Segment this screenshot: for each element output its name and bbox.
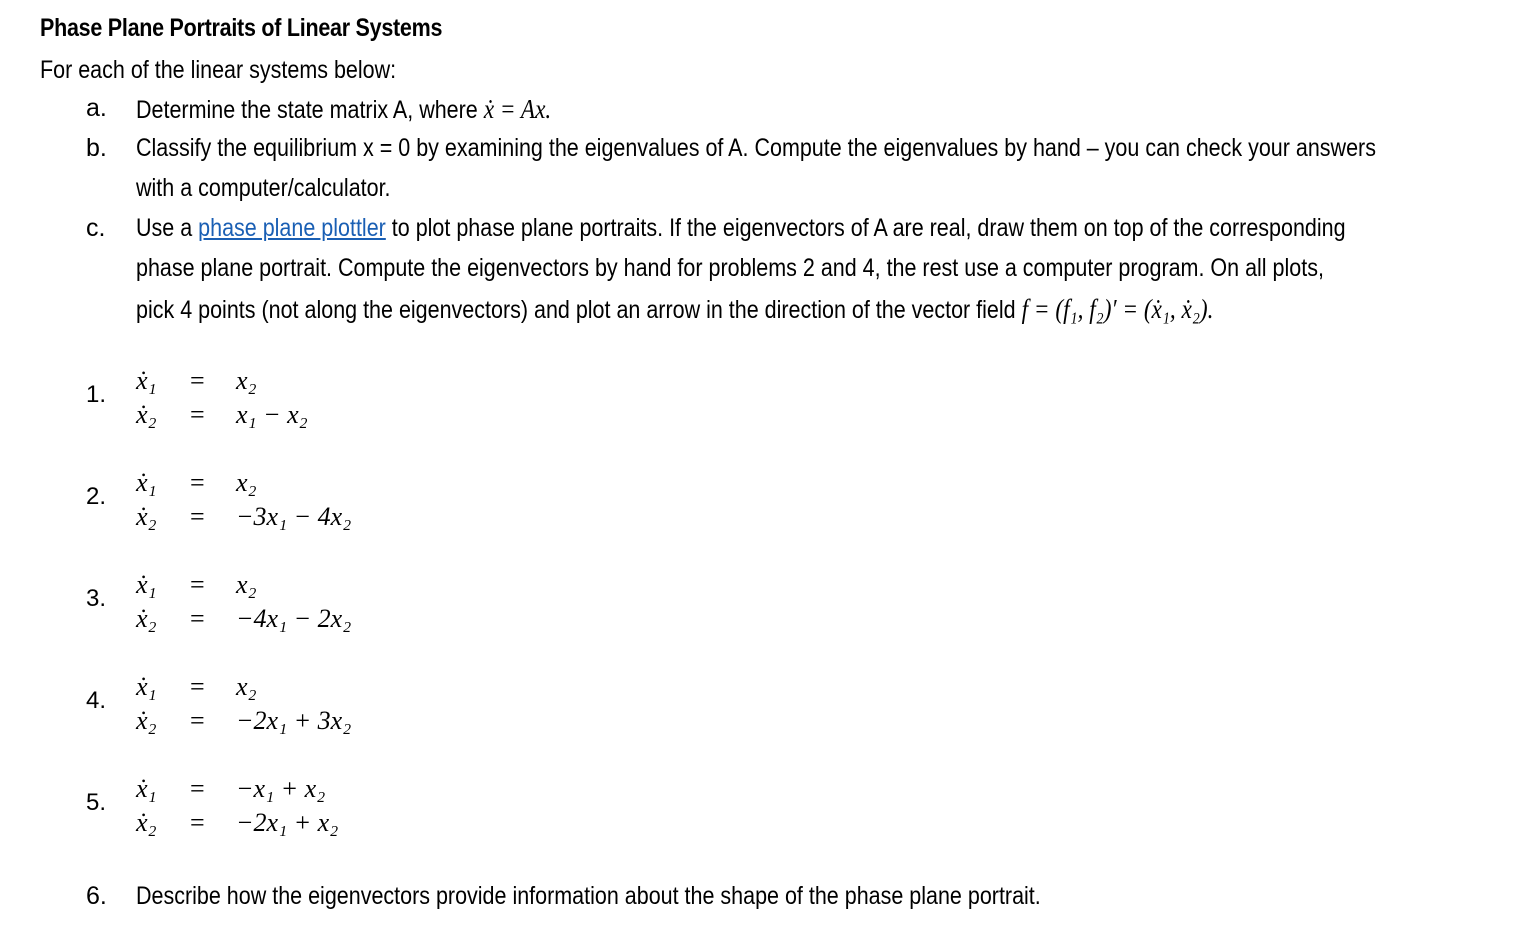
system-1-rhs1: x₂ xyxy=(236,366,257,395)
task-a-text xyxy=(136,94,551,125)
system-4-number: 4. xyxy=(86,687,107,714)
system-2-rhs2: −3x₁ − 4x₂ xyxy=(236,502,352,531)
task-c-line1 xyxy=(136,214,1346,243)
page-title: Phase Plane Portraits of Linear Systems xyxy=(40,14,443,42)
system-4-rhs2: −2x₁ + 3x₂ xyxy=(236,706,352,735)
system-3-rhs1: x₂ xyxy=(236,570,257,599)
task-b-line1: Classify the equilibrium x = 0 by examining the eigenvalues of A. Compute the eigenvalues by hand – you can check your answers xyxy=(136,134,1376,162)
system-3-eq2: = xyxy=(190,604,205,633)
system-4-eq2: = xyxy=(190,706,205,735)
system-3-lhs1: ẋ₁ xyxy=(136,570,157,599)
task-c-line3 xyxy=(136,294,1213,325)
system-3-number: 3. xyxy=(86,585,107,612)
task-a-label: a. xyxy=(86,94,107,122)
system-3-eq1: = xyxy=(190,570,205,599)
system-2-rhs1: x₂ xyxy=(236,468,257,497)
intro-text: For each of the linear systems below: xyxy=(40,56,397,84)
task-c-line1-before: Use a xyxy=(136,214,193,242)
question-6-number: 6. xyxy=(86,882,107,910)
task-b-label: b. xyxy=(86,134,107,162)
system-5-lhs2: ẋ₂ xyxy=(136,808,157,837)
system-4-rhs1: x₂ xyxy=(236,672,257,701)
task-a-text-before: Determine the state matrix A, where xyxy=(136,96,478,124)
system-5-rhs1: −x₁ + x₂ xyxy=(236,774,326,803)
system-5-rhs2: −2x₁ + x₂ xyxy=(236,808,339,837)
system-5-eq1: = xyxy=(190,774,205,803)
task-c-line3-before: pick 4 points (not along the eigenvectors) and plot an arrow in the direction of the vector field xyxy=(136,296,1016,324)
question-6-text: Describe how the eigenvectors provide information about the shape of the phase plane portrait. xyxy=(136,882,1041,910)
task-b-line2: with a computer/calculator. xyxy=(136,174,391,202)
system-1-eq1: = xyxy=(190,366,205,395)
phase-plane-plotter-link[interactable]: phase plane plottler xyxy=(198,214,386,242)
system-4-eq1: = xyxy=(190,672,205,701)
system-2-lhs1: ẋ₁ xyxy=(136,468,157,497)
system-1-lhs2: ẋ₂ xyxy=(136,400,157,429)
system-2-lhs2: ẋ₂ xyxy=(136,502,157,531)
system-1-number: 1. xyxy=(86,381,107,408)
system-1-eq2: = xyxy=(190,400,205,429)
system-3-rhs2: −4x₁ − 2x₂ xyxy=(236,604,352,633)
task-c-line3-math: f = (f₁, f₂)′ = (ẋ₁, ẋ₂). xyxy=(1021,294,1214,324)
task-c-label: c. xyxy=(86,214,106,242)
system-3-lhs2: ẋ₂ xyxy=(136,604,157,633)
system-1-lhs1: ẋ₁ xyxy=(136,366,157,395)
task-a-math: ẋ = Ax. xyxy=(483,94,552,124)
system-2-eq1: = xyxy=(190,468,205,497)
system-5-lhs1: ẋ₁ xyxy=(136,774,157,803)
system-2-eq2: = xyxy=(190,502,205,531)
system-1-rhs2: x₁ − x₂ xyxy=(236,400,308,429)
system-5-number: 5. xyxy=(86,789,107,816)
system-2-number: 2. xyxy=(86,483,107,510)
system-5-eq2: = xyxy=(190,808,205,837)
system-4-lhs2: ẋ₂ xyxy=(136,706,157,735)
task-c-line2: phase plane portrait. Compute the eigenvectors by hand for problems 2 and 4, the rest use a computer program. On all plots, xyxy=(136,254,1324,282)
task-c-line1-after: to plot phase plane portraits. If the eigenvectors of A are real, draw them on top of the corresponding xyxy=(391,214,1346,242)
system-4-lhs1: ẋ₁ xyxy=(136,672,157,701)
